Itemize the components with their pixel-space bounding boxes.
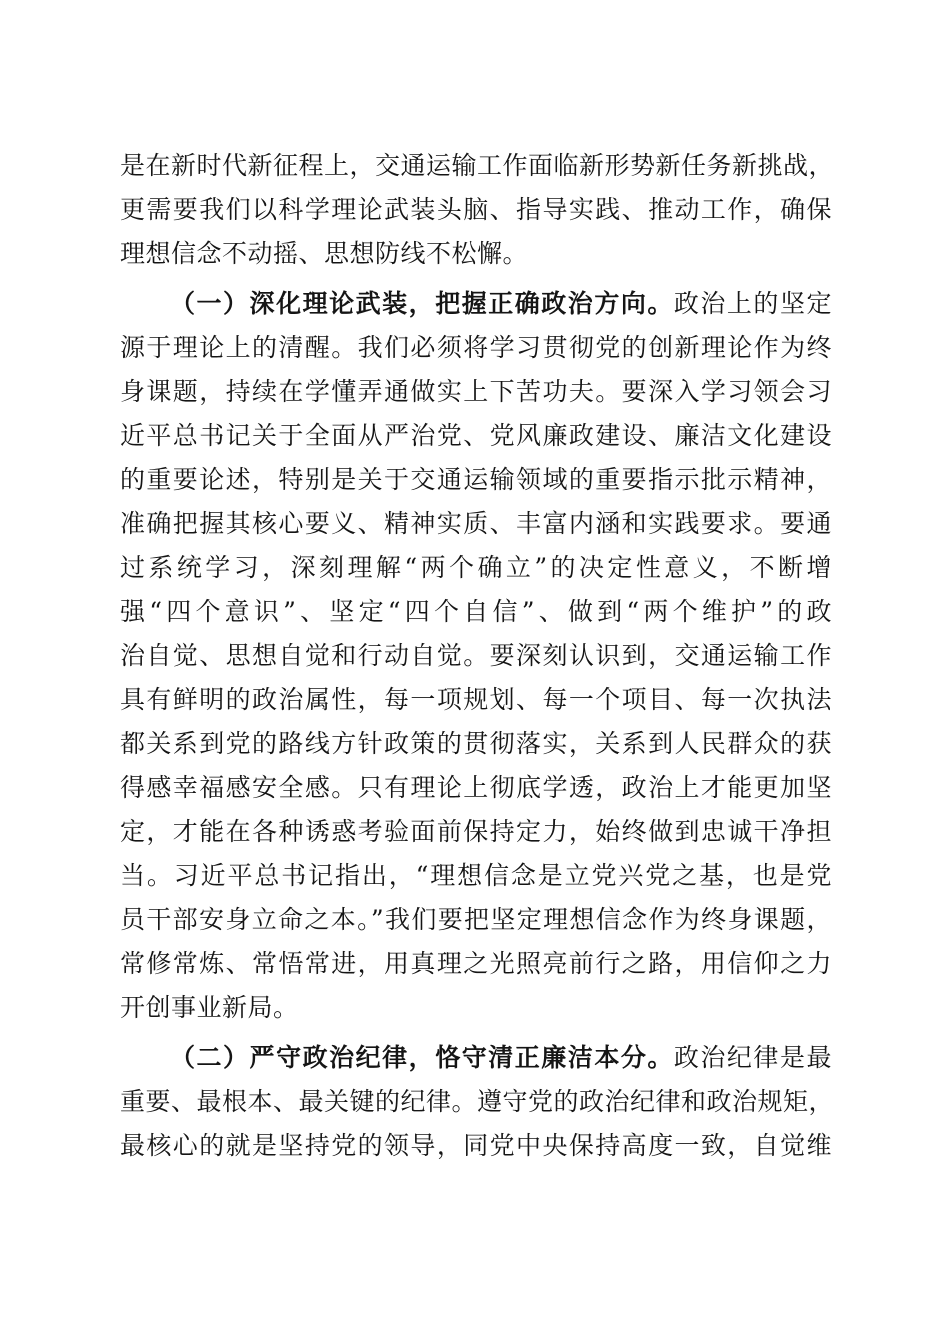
section-1-line: 强“四个意识”、坚定“四个自信”、做到“两个维护”的政 xyxy=(120,597,832,626)
intro-line-2: 更需要我们以科学理论武装头脑、指导实践、推动工作，确保 xyxy=(120,195,832,224)
section-1-line: 近平总书记关于全面从严治党、党风廉政建设、廉洁文化建设 xyxy=(120,421,832,450)
section-2-first-line-text: 政治纪律是最 xyxy=(673,1043,832,1072)
section-1-heading: （一）深化理论武装，把握正确政治方向。 xyxy=(170,289,674,318)
section-2-line: 重要、最根本、最关键的纪律。遵守党的政治纪律和政治规矩， xyxy=(120,1087,835,1116)
section-1-line: 准确把握其核心要义、精神实质、丰富内涵和实践要求。要通 xyxy=(120,509,832,538)
section-1-first-line xyxy=(170,282,832,326)
section-2-first-line xyxy=(170,1036,832,1080)
section-1-line: 源于理论上的清醒。我们必须将学习贯彻党的创新理论作为终 xyxy=(120,333,832,362)
section-1-first-line-text: 政治上的坚定 xyxy=(673,289,832,318)
intro-line-3: 理想信念不动摇、思想防线不松懈。 xyxy=(120,239,529,268)
section-1-line: 定，才能在各种诱惑考验面前保持定力，始终做到忠诚干净担 xyxy=(120,817,832,846)
section-1-line: 当。习近平总书记指出，“理想信念是立党兴党之基，也是党 xyxy=(120,861,832,890)
section-1-line: 具有鲜明的政治属性，每一项规划、每一个项目、每一次执法 xyxy=(120,685,832,714)
section-1-line: 开创事业新局。 xyxy=(120,993,299,1022)
section-2-heading: （二）严守政治纪律，恪守清正廉洁本分。 xyxy=(170,1043,674,1072)
section-2-line: 最核心的就是坚持党的领导，同党中央保持高度一致，自觉维 xyxy=(120,1131,832,1160)
section-1-line: 身课题，持续在学懂弄通做实上下苦功夫。要深入学习领会习 xyxy=(120,377,832,406)
section-1-line: 常修常炼、常悟常进，用真理之光照亮前行之路，用信仰之力 xyxy=(120,949,832,978)
section-1-line: 过系统学习，深刻理解“两个确立”的决定性意义，不断增 xyxy=(120,553,832,582)
section-1-line: 治自觉、思想自觉和行动自觉。要深刻认识到，交通运输工作 xyxy=(120,641,832,670)
section-1-line: 得感幸福感安全感。只有理论上彻底学透，政治上才能更加坚 xyxy=(120,773,832,802)
section-1-line: 员干部安身立命之本。”我们要把坚定理想信念作为终身课题， xyxy=(120,905,832,934)
section-1-line: 都关系到党的路线方针政策的贯彻落实，关系到人民群众的获 xyxy=(120,729,832,758)
intro-line-1: 是在新时代新征程上，交通运输工作面临新形势新任务新挑战， xyxy=(120,151,835,180)
section-1-line: 的重要论述，特别是关于交通运输领域的重要指示批示精神， xyxy=(120,465,832,494)
